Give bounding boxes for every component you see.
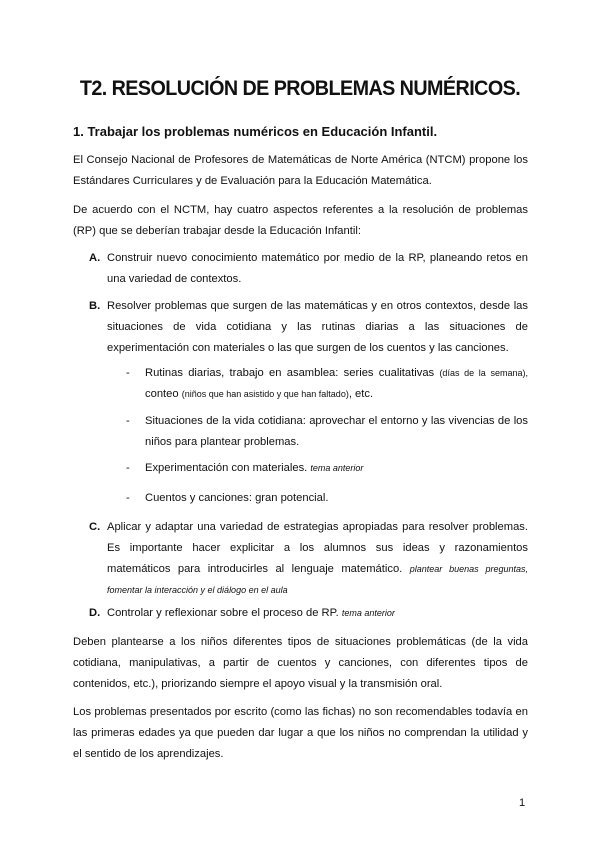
list-text: Construir nuevo conocimiento matemático por medio de la RP, planeando retos en una variedad de contextos. (107, 252, 528, 285)
sub-item-text: Cuentos y canciones: gran potencial. (145, 492, 329, 504)
side-note: tema anterior (310, 463, 364, 473)
list-item-c (89, 517, 528, 601)
list-text: Controlar y reflexionar sobre el proceso de RP. tema anterior (107, 607, 395, 619)
list-item-b (89, 296, 528, 359)
paragraph-2: De acuerdo con el NCTM, hay cuatro aspectos referentes a la resolución de problemas (RP) que se deberían trabajar desde la Educación Infantil: (73, 204, 528, 237)
side-note: plantear buenas preguntas, fomentar la interacción y el diálogo en el aula (107, 564, 529, 595)
page-title: T2. RESOLUCIÓN DE PROBLEMAS NUMÉRICOS. (79, 77, 521, 100)
bullet-dash: - (126, 492, 130, 504)
side-note: tema anterior (341, 608, 395, 618)
list-label: C. (89, 521, 101, 533)
sub-item (126, 458, 528, 479)
sub-item-text: Experimentación con materiales. tema anterior (145, 462, 364, 474)
sub-item-text: Rutinas diarias, trabajo en asamblea: series cualitativas (días de la semana), conteo (niños que han asistido y que han faltado), etc. (145, 367, 528, 400)
list-text: Aplicar y adaptar una variedad de estrategias apropiadas para resolver problemas. Es importante hacer explicitar a los alumnos sus ideas y razonamientos matemáticos para introducirles al lenguaje matemático. plantear buenas preguntas, fomentar la interacción y el diálogo en el aula (107, 521, 529, 595)
sub-item (126, 411, 528, 453)
section-heading: 1. Trabajar los problemas numéricos en Educación Infantil. (73, 124, 438, 139)
page-number: 1 (519, 797, 526, 809)
sub-item-text: Situaciones de la vida cotidiana: aprovechar el entorno y las vivencias de los niños para plantear problemas. (145, 415, 528, 448)
bullet-dash: - (126, 415, 130, 427)
paragraph-1: El Consejo Nacional de Profesores de Matemáticas de Norte América (NTCM) propone los Estándares Curriculares y de Evaluación para la Educación Matemática. (73, 154, 528, 187)
sub-item (126, 488, 528, 509)
sub-item (126, 363, 528, 405)
list-label: D. (89, 607, 101, 619)
bullet-dash: - (126, 462, 130, 474)
list-item-a (89, 248, 528, 290)
list-text: Resolver problemas que surgen de las matemáticas y en otros contextos, desde las situaciones de vida cotidiana y las rutinas diarias a las situaciones de experimentación con materiales o las que surgen de los cuentos y las canciones. (107, 300, 528, 354)
paragraph-3: Deben plantearse a los niños diferentes tipos de situaciones problemáticas (de la vida cotidiana, manipulativas, a partir de cuentos y canciones, con diferentes tipos de contenidos, etc.), priorizando siempre el apoyo visual y la transmisión oral. (73, 636, 528, 690)
list-label: B. (89, 300, 101, 312)
list-item-d (89, 603, 528, 624)
list-label: A. (89, 252, 101, 264)
bullet-dash: - (126, 367, 130, 379)
paragraph-4: Los problemas presentados por escrito (como las fichas) no son recomendables todavía en las primeras edades ya que pueden dar lugar a que los niños no comprendan la utilidad y el sentido de los aprendizajes. (73, 706, 528, 760)
